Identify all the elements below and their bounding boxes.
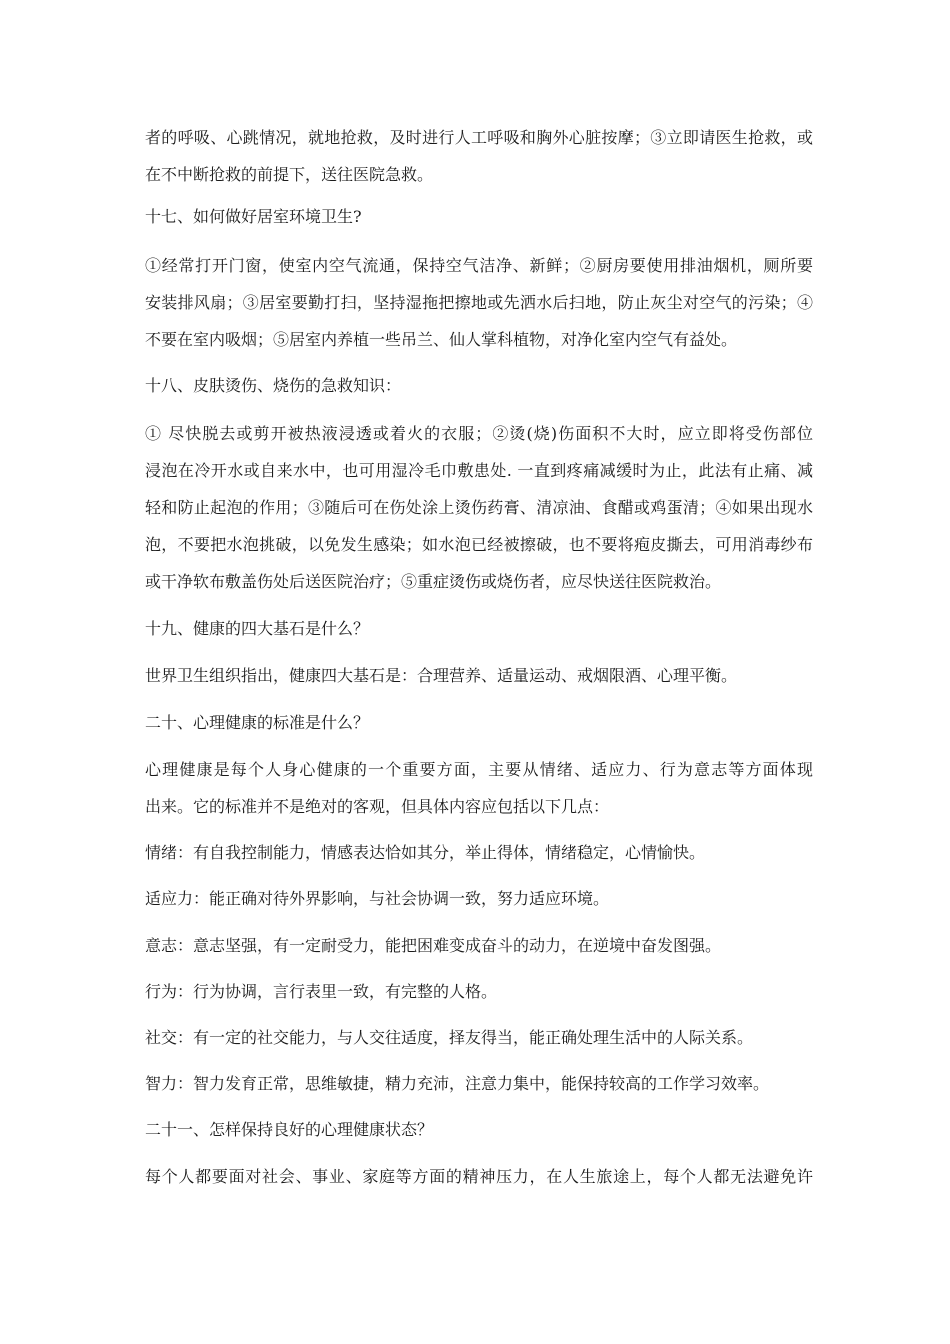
criterion-intellect: 智力：智力发育正常，思维敏捷，精力充沛，注意力集中，能保持较高的工作学习效率。 (145, 1074, 770, 1093)
criterion-adaptability: 适应力：能正确对待外界影响，与社会协调一致，努力适应环境。 (145, 889, 610, 908)
criterion-social: 社交：有一定的社交能力，与人交往适度，择友得当，能正确处理生活中的人际关系。 (145, 1028, 754, 1047)
body-text-line: 者的呼吸、心跳情况，就地抢救，及时进行人工呼吸和胸外心脏按摩；③立即请医生抢救，或 (145, 128, 813, 147)
body-text-line: ① 尽快脱去或剪开被热液浸透或着火的衣服；②烫(烧)伤面积不大时，应立即将受伤部位 (145, 424, 813, 443)
body-text-line: ①经常打开门窗，使室内空气流通，保持空气洁净、新鲜；②厨房要使用排油烟机，厕所要 (145, 256, 813, 275)
body-text-line: 心理健康是每个人身心健康的一个重要方面，主要从情绪、适应力、行为意志等方面体现 (145, 760, 813, 779)
section-heading-17: 十七、如何做好居室环境卫生? (145, 207, 362, 226)
body-text-line: 浸泡在冷开水或自来水中，也可用湿冷毛巾敷患处. 一直到疼痛减缓时为止，此法有止痛、减 (145, 461, 813, 480)
body-text-line: 世界卫生组织指出，健康四大基石是：合理营养、适量运动、戒烟限酒、心理平衡。 (145, 666, 738, 685)
section-heading-18: 十八、皮肤烫伤、烧伤的急救知识： (145, 376, 402, 395)
body-text-line: 在不中断抢救的前提下，送往医院急救。 (145, 165, 434, 184)
body-text-line: 轻和防止起泡的作用；③随后可在伤处涂上烫伤药膏、清凉油、食醋或鸡蛋清；④如果出现水 (145, 498, 813, 517)
body-text-line: 或干净软布敷盖伤处后送医院治疗；⑤重症烫伤或烧伤者，应尽快送往医院救治。 (145, 572, 722, 591)
body-text-line: 出来。它的标准并不是绝对的客观，但具体内容应包括以下几点： (145, 797, 610, 816)
body-text-line: 泡，不要把水泡挑破，以免发生感染；如水泡已经被擦破，也不要将疱皮撕去，可用消毒纱布 (145, 535, 813, 554)
body-text-line: 每个人都要面对社会、事业、家庭等方面的精神压力，在人生旅途上，每个人都无法避免许 (145, 1167, 813, 1186)
body-text-line: 不要在室内吸烟；⑤居室内养植一些吊兰、仙人掌科植物，对净化室内空气有益处。 (145, 330, 738, 349)
section-heading-20: 二十、心理健康的标准是什么？ (145, 713, 370, 732)
criterion-behavior: 行为：行为协调，言行表里一致，有完整的人格。 (145, 982, 498, 1001)
criterion-will: 意志：意志坚强，有一定耐受力，能把困难变成奋斗的动力，在逆境中奋发图强。 (145, 936, 722, 955)
criterion-emotion: 情绪：有自我控制能力，情感表达恰如其分，举止得体，情绪稳定，心情愉快。 (145, 843, 706, 862)
section-heading-19: 十九、健康的四大基石是什么？ (145, 619, 370, 638)
section-heading-21: 二十一、怎样保持良好的心理健康状态？ (145, 1120, 434, 1139)
body-text-line: 安装排风扇；③居室要勤打扫，坚持湿拖把擦地或先洒水后扫地，防止灰尘对空气的污染；④ (145, 293, 813, 312)
